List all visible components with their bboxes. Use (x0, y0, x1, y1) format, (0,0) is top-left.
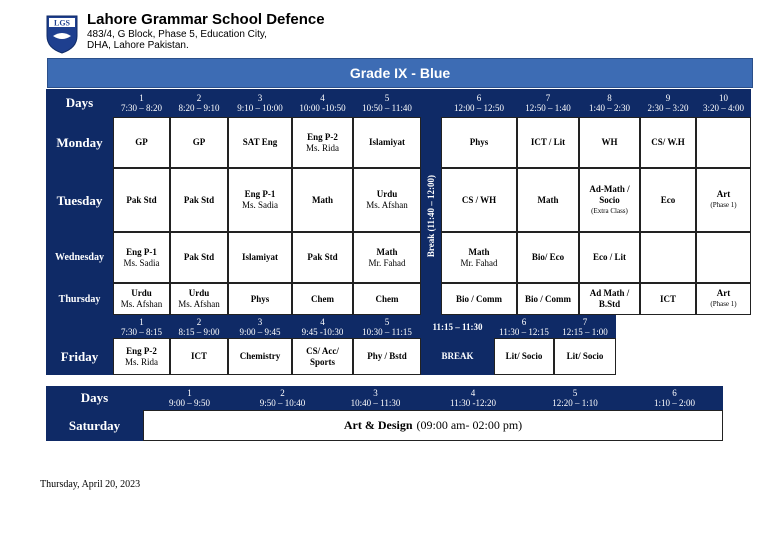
teacher-note: Ms. Afshan (366, 200, 408, 210)
subject: Eco / Lit (593, 252, 626, 262)
period-number: 4 (320, 316, 325, 327)
subject: Eng P-2 (126, 345, 157, 356)
timetable-cell (579, 232, 640, 283)
address-line-1: 483/4, G Block, Phase 5, Education City, (87, 29, 267, 40)
friday-period-header (421, 315, 494, 338)
saturday-period-header (236, 386, 329, 410)
timetable-cell (170, 283, 228, 315)
period-time: 12:50 – 1:40 (525, 103, 571, 113)
period-number: 2 (196, 93, 202, 103)
day-label-friday (46, 338, 113, 375)
period-header-1 (113, 89, 170, 117)
timetable-cell (517, 232, 579, 283)
subject: Phy / Bstd (367, 351, 407, 361)
day-name: Saturday (68, 418, 121, 433)
subject: Math (312, 194, 333, 205)
period-header-5 (353, 89, 421, 117)
period-time: 8:15 – 9:00 (178, 326, 220, 337)
subject: Math (376, 246, 398, 257)
subject: ICT / Lit (530, 137, 566, 147)
subject: Urdu (188, 288, 210, 298)
subject: Chem (311, 293, 334, 304)
subject: Lit/ Socio (505, 351, 543, 361)
friday-header-blank (46, 315, 113, 338)
period-number: 9 (665, 93, 671, 103)
teacher-note: Mr. Fahad (460, 257, 498, 268)
day-name: Thursday (58, 293, 101, 305)
teacher-note: Ms. Sadia (242, 200, 278, 210)
day-label-saturday (46, 410, 143, 441)
period-time: 12:15 – 1:00 (562, 326, 608, 337)
subject: ICT (659, 293, 676, 304)
teacher-note: (Extra Class) (591, 206, 628, 215)
timetable-cell (292, 232, 353, 283)
timetable-cell (640, 283, 696, 315)
period-number: 2 (196, 316, 202, 327)
period-time: 2:30 – 3:20 (647, 103, 689, 113)
saturday-period-header (329, 386, 422, 410)
period-number: 4 (320, 93, 325, 103)
subject: Pak Std (183, 194, 215, 205)
timetable-cell (292, 283, 353, 315)
period-time: 7:30 – 8:15 (120, 326, 162, 337)
period-number: 1 (187, 388, 192, 398)
period-number: 4 (470, 388, 476, 398)
friday-period-header (170, 315, 228, 338)
period-time: 7:30 – 8:20 (120, 103, 162, 113)
period-time: 10:30 – 11:15 (362, 326, 412, 337)
break-label: Break (11:40 – 12:00) (425, 174, 436, 258)
period-number: 6 (521, 316, 527, 327)
timetable-cell (640, 232, 696, 283)
timetable-cell (228, 232, 292, 283)
subject: CS/ W.H (651, 137, 685, 147)
timetable-cell (228, 117, 292, 168)
period-header-6 (441, 89, 517, 117)
subject: BREAK (441, 351, 474, 361)
subject: Eco (660, 194, 676, 205)
subject: Eng P-1 (244, 189, 276, 199)
period-number: 5 (384, 93, 390, 103)
timetable-cell (579, 117, 640, 168)
subject: Lit/ Socio (566, 351, 604, 361)
break-column (421, 117, 441, 315)
subject: Urdu (131, 288, 152, 298)
timetable-cell (292, 168, 353, 232)
timetable-cell (696, 168, 751, 232)
timetable-cell (170, 117, 228, 168)
subject: Islamiyat (242, 252, 278, 262)
subject: Art (716, 288, 731, 298)
period-header-8 (579, 89, 640, 117)
period-header-9 (640, 89, 696, 117)
timetable-cell (579, 168, 640, 232)
period-time: 9:10 – 10:00 (237, 103, 283, 113)
subject: Bio/ Eco (531, 252, 565, 262)
period-number: 3 (373, 388, 378, 398)
teacher-note: Ms. Rida (305, 142, 339, 153)
saturday-days-header: Days (46, 386, 143, 410)
subject: GP (192, 137, 206, 147)
timetable-cell (170, 168, 228, 232)
teacher-note: Ms. Afshan (120, 299, 163, 309)
timetable-cell (292, 338, 353, 375)
subject: Eng P-1 (126, 246, 157, 257)
period-time: 11:30 – 12:15 (499, 326, 549, 337)
timetable-cell (494, 338, 554, 375)
period-number: 1 (139, 316, 144, 327)
period-time: 8:20 – 9:10 (178, 103, 220, 113)
period-header-2 (170, 89, 228, 117)
subject: Pak Std (307, 252, 338, 262)
period-number: 7 (582, 316, 588, 327)
subject: Pak Std (183, 252, 215, 262)
day-name: Friday (60, 349, 99, 364)
day-name: Tuesday (56, 192, 103, 208)
subject: Islamiyat (369, 137, 405, 147)
address-line-2: DHA, Lahore Pakistan. (87, 40, 189, 51)
period-header-3 (228, 89, 292, 117)
subject: Art (716, 189, 731, 199)
teacher-note: (Phase 1) (710, 201, 737, 209)
period-number: 10 (719, 93, 728, 103)
period-time: 10:40 – 11:30 (350, 398, 401, 408)
activity-time: (09:00 am- 02:00 pm) (416, 418, 523, 432)
period-number: 3 (257, 316, 263, 327)
subject: Ad-Math / Socio (589, 183, 630, 205)
subject: ICT (190, 351, 207, 361)
friday-break-cell (421, 338, 494, 375)
period-number: 6 (476, 93, 482, 103)
subject: CS/ Acc/ Sports (306, 345, 339, 367)
timetable-cell (228, 338, 292, 375)
timetable-cell (640, 168, 696, 232)
period-number: 5 (384, 316, 390, 327)
period-time: 9:00 – 9:45 (239, 326, 281, 337)
timetable-cell (113, 283, 170, 315)
saturday-period-header (422, 386, 524, 410)
day-label-thursday (46, 283, 113, 315)
day-label-tuesday (46, 168, 113, 232)
period-number: 3 (257, 93, 263, 103)
friday-period-header (228, 315, 292, 338)
timetable-cell (353, 338, 421, 375)
subject: Chemistry (239, 351, 281, 361)
friday-period-header (494, 315, 554, 338)
day-name: Monday (56, 135, 103, 150)
timetable-cell (441, 117, 517, 168)
timetable-cell (579, 283, 640, 315)
timetable-cell (517, 168, 579, 232)
period-time: 1:40 – 2:30 (588, 103, 630, 113)
timetable-cell (170, 338, 228, 375)
timetable-cell (441, 232, 517, 283)
subject: WH (601, 137, 618, 147)
period-time: 12:00 – 12:50 (453, 103, 504, 113)
teacher-note: Ms. Sadia (123, 257, 160, 268)
school-crest-logo (45, 14, 79, 54)
period-time: 11:15 – 11:30 (432, 321, 483, 332)
timetable-cell (170, 232, 228, 283)
timetable-cell (113, 232, 170, 283)
timetable-cell (696, 283, 751, 315)
subject: Phys (250, 293, 270, 304)
timetable-cell (554, 338, 616, 375)
timetable-cell (441, 168, 517, 232)
timetable-cell (353, 232, 421, 283)
period-number: 8 (607, 93, 612, 103)
timetable-cell (517, 117, 579, 168)
friday-period-header (353, 315, 421, 338)
friday-period-header (554, 315, 616, 338)
timetable-cell (353, 168, 421, 232)
period-number: 5 (572, 388, 578, 398)
day-name: Wednesday (55, 252, 104, 263)
timetable-cell (228, 168, 292, 232)
subject: Eng P-2 (307, 131, 338, 142)
day-label-monday (46, 117, 113, 168)
period-header-4 (292, 89, 353, 117)
subject: Math (468, 246, 490, 257)
teacher-note: Ms. Rida (124, 356, 158, 367)
period-number: 2 (280, 388, 285, 398)
period-time: 10:00 -10:50 (299, 103, 346, 113)
period-header-7 (517, 89, 579, 117)
period-time: 3:20 – 4:00 (702, 103, 744, 113)
period-time: 11:30 -12:20 (450, 398, 496, 408)
saturday-period-header (143, 386, 236, 410)
period-time: 1:10 – 2:00 (653, 398, 695, 408)
subject: Ad Math / B.Std (589, 288, 630, 309)
period-number: 7 (545, 93, 551, 103)
timetable-cell (696, 117, 751, 168)
friday-period-header (113, 315, 170, 338)
timetable-cell (113, 338, 170, 375)
timetable-cell (696, 232, 751, 283)
period-number: 1 (139, 93, 144, 103)
period-time: 12:20 – 1:10 (552, 398, 598, 408)
svg-text:LGS: LGS (53, 18, 71, 28)
footer-date: Thursday, April 20, 2023 (40, 479, 141, 490)
timetable-cell (353, 117, 421, 168)
break-header (421, 89, 441, 117)
grade-title: Grade IX - Blue (47, 58, 753, 88)
saturday-activity-cell (143, 410, 723, 441)
period-time: 9:50 – 10:40 (259, 398, 306, 408)
timetable-cell (113, 117, 170, 168)
saturday-period-header (626, 386, 723, 410)
timetable-cell (228, 283, 292, 315)
subject: GP (135, 137, 148, 147)
subject: SAT Eng (242, 137, 278, 147)
subject: Phys (469, 137, 489, 147)
friday-period-header (292, 315, 353, 338)
timetable-cell (113, 168, 170, 232)
teacher-note: Mr. Fahad (368, 257, 406, 268)
days-header: Days (46, 89, 113, 117)
subject: Chem (375, 293, 399, 304)
period-number: 6 (672, 388, 677, 398)
timetable-cell (353, 283, 421, 315)
teacher-note: (Phase 1) (710, 300, 737, 308)
school-name: Lahore Grammar School Defence (87, 11, 325, 28)
subject: Pak Std (126, 194, 157, 205)
subject: Math (537, 194, 559, 205)
period-time: 9:45 -10:30 (301, 326, 344, 337)
subject: CS / WH (461, 194, 497, 205)
period-header-10 (696, 89, 751, 117)
timetable-cell (292, 117, 353, 168)
teacher-note: Ms. Afshan (178, 299, 220, 309)
timetable-cell (441, 283, 517, 315)
day-label-wednesday (46, 232, 113, 283)
subject: Urdu (376, 189, 398, 199)
subject: Bio / Comm (525, 293, 571, 304)
timetable-cell (640, 117, 696, 168)
timetable-cell (517, 283, 579, 315)
period-time: 10:50 – 11:40 (362, 103, 412, 113)
period-time: 9:00 – 9:50 (168, 398, 210, 408)
saturday-period-header (524, 386, 626, 410)
activity-name: Art & Design (343, 418, 413, 432)
subject: Bio / Comm (456, 293, 502, 304)
